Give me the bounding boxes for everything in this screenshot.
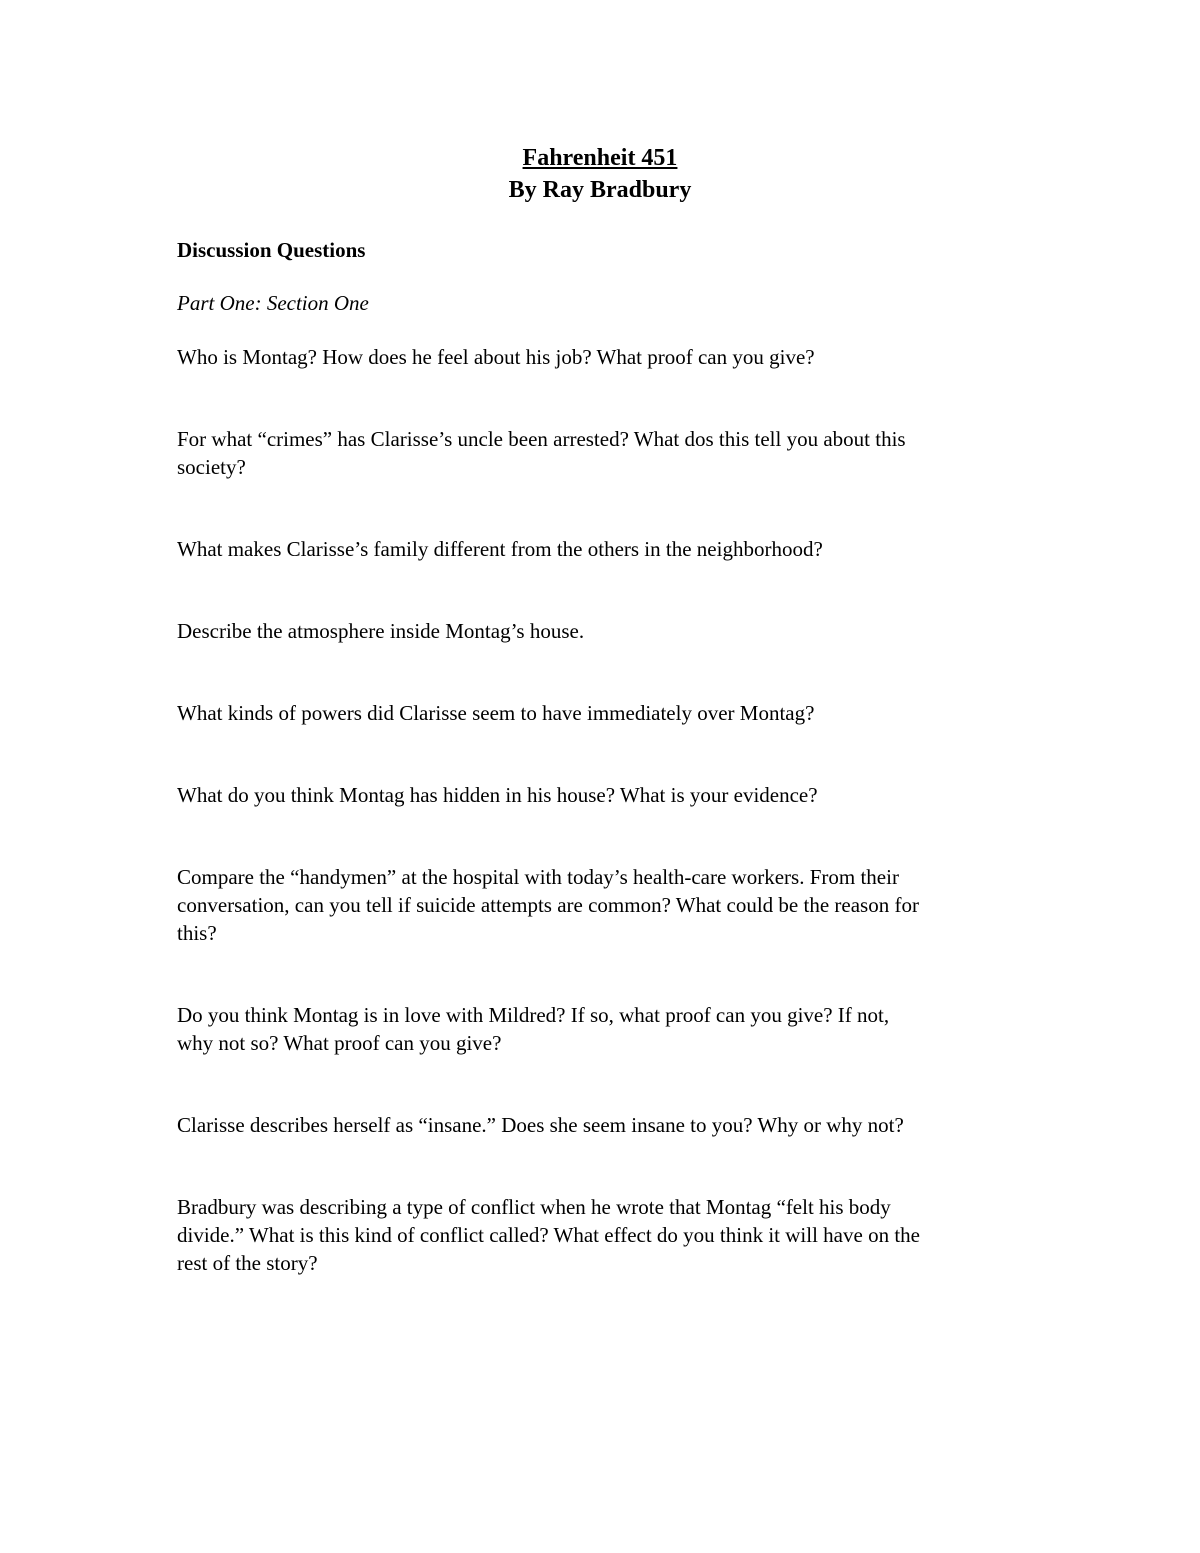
question-item: Describe the atmosphere inside Montag’s house. bbox=[177, 619, 585, 643]
document-author: By Ray Bradbury bbox=[508, 177, 692, 203]
question-item: Do you think Montag is in love with Mildred? If so, what proof can you give? If not, why not so? What proof can you give? bbox=[177, 1003, 890, 1055]
document-title: Fahrenheit 451 bbox=[522, 145, 678, 171]
question-item: Bradbury was describing a type of conflict when he wrote that Montag “felt his body divide.” What is this kind of conflict called? What effect do you think it will have on the rest of the story? bbox=[177, 1195, 920, 1275]
question-item: For what “crimes” has Clarisse’s uncle been arrested? What dos this tell you about this society? bbox=[177, 427, 906, 479]
title-block bbox=[0, 142, 1200, 206]
section-heading: Discussion Questions bbox=[177, 238, 366, 262]
section-subtitle: Part One: Section One bbox=[177, 291, 369, 315]
question-item: Compare the “handymen” at the hospital with today’s health-care workers. From their conversation, can you tell if suicide attempts are common? What could be the reason for this? bbox=[177, 865, 919, 945]
document-body bbox=[177, 236, 1037, 1277]
question-item: What makes Clarisse’s family different from the others in the neighborhood? bbox=[177, 537, 823, 561]
question-list bbox=[177, 343, 1037, 1277]
question-item: Who is Montag? How does he feel about his job? What proof can you give? bbox=[177, 345, 815, 369]
question-item: What do you think Montag has hidden in his house? What is your evidence? bbox=[177, 783, 818, 807]
question-item: Clarisse describes herself as “insane.” Does she seem insane to you? Why or why not? bbox=[177, 1113, 904, 1137]
question-item: What kinds of powers did Clarisse seem to have immediately over Montag? bbox=[177, 701, 815, 725]
